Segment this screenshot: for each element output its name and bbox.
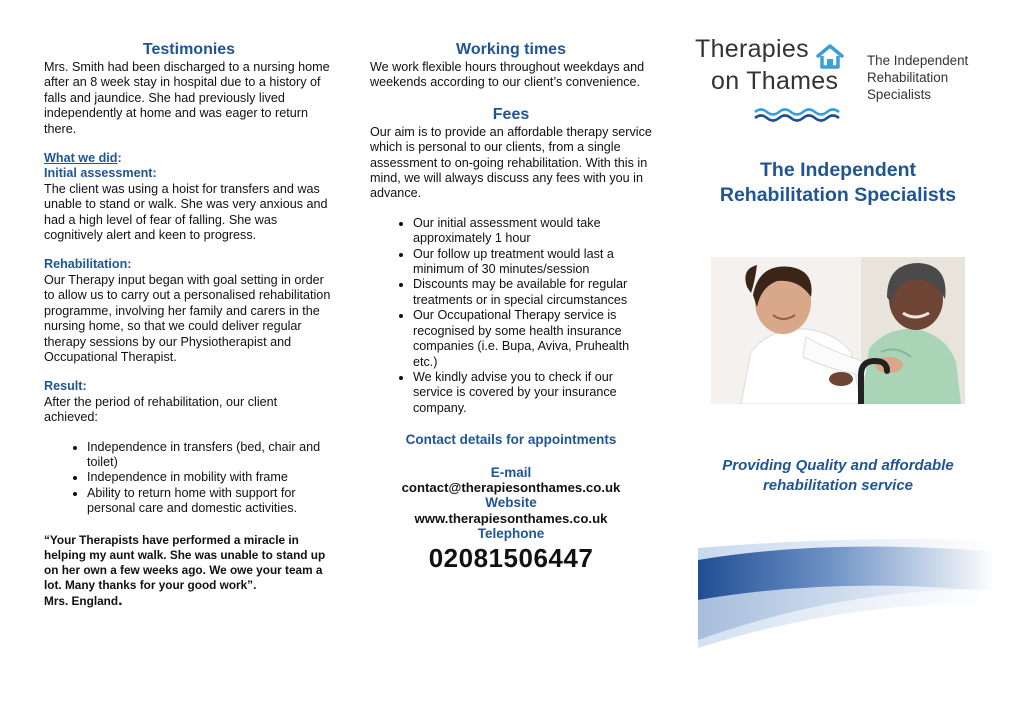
testimonies-heading: Testimonies xyxy=(142,41,236,58)
email-label: E-mail xyxy=(490,464,532,480)
cover-tagline-line-1: Providing Quality and affordable xyxy=(722,457,954,474)
water-waves-icon xyxy=(753,106,843,122)
rehabilitation-text: Our Therapy input began with goal setting in order to allow us to carry out a personalised rehabilitation programme, involving her family and carers in the nursing home, so that we could deliver regular therapy sessions by our Physiotherapist and Occupational Therapist. xyxy=(44,272,331,364)
list-item: • Independence in mobility with frame xyxy=(87,470,334,485)
testimonies-intro: Mrs. Smith had been discharged to a nursing home after an 8 week stay in hospital due to a history of falls and jaundice. She had previously lived independently at home and was eager to return there. xyxy=(44,60,330,136)
logo-line-1: Therapies xyxy=(695,35,809,63)
logo-line-2: on Thames xyxy=(711,67,839,95)
fees-text: Our aim is to provide an affordable therapy service which is personal to our clients, from a single assessment to on-going rehabilitation. With this in mind, we will always discuss any fees with you in advance. xyxy=(370,124,652,201)
cover-title xyxy=(690,158,986,208)
list-item: • Discounts may be available for regular treatments or in special circumstances xyxy=(413,277,652,308)
cover-title-line-1: The Independent xyxy=(760,159,916,181)
working-times-text: We work flexible hours throughout weekdays and weekends according to our client’s convenience. xyxy=(370,60,645,90)
list-item: • Our initial assessment would take approximately 1 hour xyxy=(413,216,652,247)
cover-column xyxy=(690,0,1000,725)
logo-tagline xyxy=(867,52,968,103)
initial-assessment-text: The client was using a hoist for transfers and was unable to stand or walk. She was very anxious and had a high level of fear of falling. She was cognitively alert and keen to progress. xyxy=(44,181,328,243)
fees-heading: Fees xyxy=(492,105,530,123)
telephone-label: Telephone xyxy=(477,526,545,542)
website-label: Website xyxy=(485,495,537,511)
fees-list xyxy=(370,216,652,416)
quote-author-dot: . xyxy=(118,591,123,609)
contact-heading: Contact details for appointments xyxy=(405,432,617,448)
email-link[interactable]: contact@therapiesonthames.co.uk xyxy=(401,479,621,495)
list-item: • Independence in transfers (bed, chair and toilet) xyxy=(87,440,334,471)
cover-tagline xyxy=(690,456,986,496)
what-we-did-label xyxy=(44,151,334,166)
what-we-did-colon: : xyxy=(117,151,122,166)
testimonies-column xyxy=(44,40,334,609)
quote-author-name: Mrs. England xyxy=(44,593,119,608)
list-item: • Ability to return home with support for personal care and domestic activities. xyxy=(87,486,334,517)
cover-tagline-line-2: rehabilitation service xyxy=(762,477,914,494)
logo-tag-line-3: Specialists xyxy=(867,87,932,102)
result-heading: Result: xyxy=(44,379,87,394)
list-item: • Our follow up treatment would last a minimum of 30 minutes/session xyxy=(413,247,652,278)
what-we-did-text: What we did xyxy=(44,151,118,166)
result-list xyxy=(44,440,334,517)
carer-and-patient-photo xyxy=(711,257,965,404)
initial-assessment-heading: Initial assessment: xyxy=(44,166,157,181)
working-times-heading: Working times xyxy=(456,41,566,58)
wave-swoosh-graphic xyxy=(690,530,1000,660)
phone-number: 02081506447 xyxy=(428,542,594,573)
house-icon xyxy=(815,43,845,69)
logo xyxy=(695,35,995,130)
list-item: • Our Occupational Therapy service is recognised by some health insurance companies (i.e. Bupa, Aviva, Pruhealth etc.) xyxy=(413,308,652,370)
logo-tag-line-1: The Independent xyxy=(867,53,969,68)
website-link[interactable]: www.therapiesonthames.co.uk xyxy=(414,510,608,526)
rehabilitation-heading: Rehabilitation: xyxy=(44,257,132,272)
logo-tag-line-2: Rehabilitation xyxy=(867,70,949,85)
testimonial-quote: “Your Therapists have performed a miracle in helping my aunt walk. She was unable to stand up on her own a few weeks ago. We owe your team a lot. Many thanks for your good work”. xyxy=(44,532,326,592)
quote-author xyxy=(44,593,334,609)
cover-title-line-2: Rehabilitation Specialists xyxy=(719,184,957,206)
info-column xyxy=(370,40,652,574)
list-item: • We kindly advise you to check if our service is covered by your insurance company. xyxy=(413,370,652,416)
result-text: After the period of rehabilitation, our client achieved: xyxy=(44,394,278,425)
